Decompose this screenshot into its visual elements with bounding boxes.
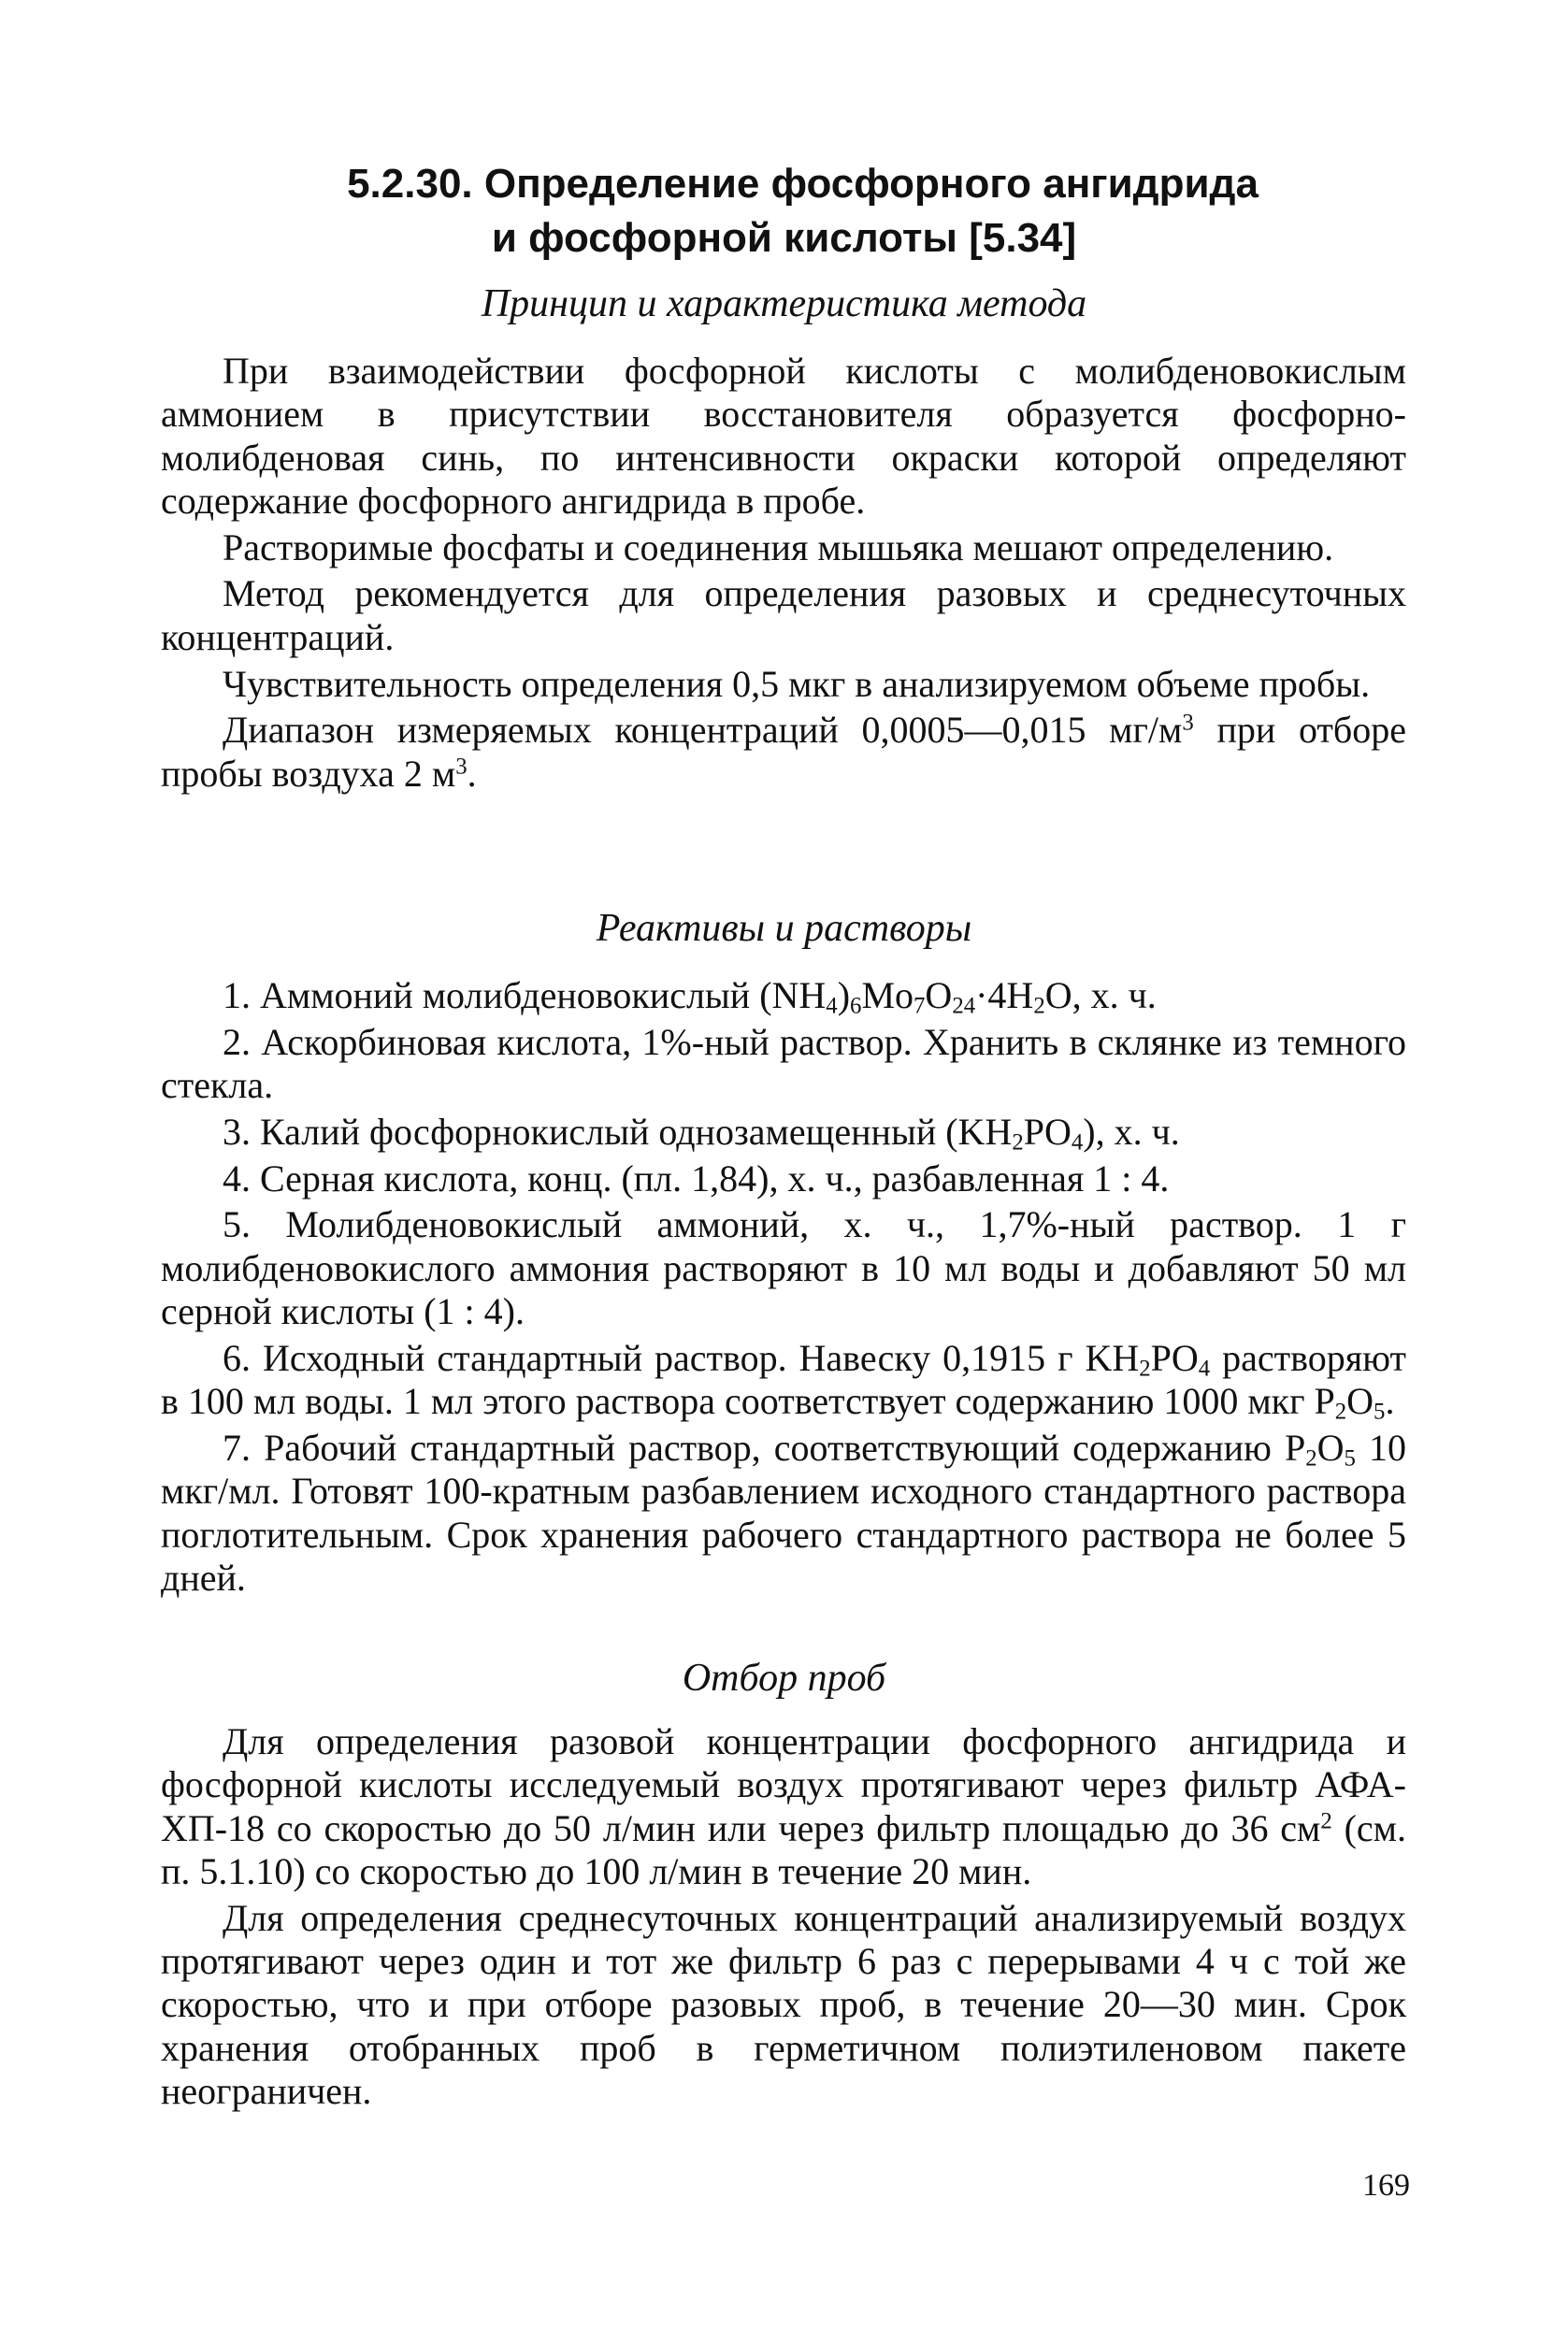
subheading-reagents: Реактивы и растворы <box>596 907 972 950</box>
subheading-principle: Принцип и характеристика метода <box>481 282 1087 325</box>
paragraph: Для определения разовой концентрации фосфорного ангидрида и фосфорной кислоты исследуемый воздух протягивают через фильтр АФА-ХП-18 со скоростью до 50 л/мин или через фильтр площадью до 36 $см^2$ (см. п. 5.1.10) со скоростью до 100 л/мин в течение 20 мин. <box>161 1720 1406 1892</box>
reagents-list <box>161 974 1406 1603</box>
heading-line-1: 5.2.30. Определение фосфорного ангидрида <box>347 161 1259 207</box>
list-item: 3. Калий фосфорнокислый однозамещенный $(KH_2PO_4)$, х. ч. <box>223 1110 1180 1156</box>
subheading-sampling: Отбор проб <box>682 1657 886 1700</box>
list-item: 4. Серная кислота, конц. (пл. 1,84), х. ч., разбавленная 1 : 4. <box>223 1157 1170 1200</box>
list-item: 6. Исходный стандартный раствор. Навеску 0,1915 г $KH_2PO_4$ растворяют в 100 мл воды. 1 мл этого раствора соответствует содержанию 1000 мкг $P_2O_5$. <box>161 1336 1406 1425</box>
list-item: 5. Молибденовокислый аммоний, х. ч., 1,7%-ный раствор. 1 г молибденовокислого аммония растворяют в 10 мл воды и добавляют 50 мл серной кислоты (1 : 4). <box>161 1203 1406 1333</box>
paragraph: Диапазон измеряемых концентраций 0,0005—0,015 $мг/м^3$ при отборе пробы воздуха 2 $м^3$. <box>161 709 1407 795</box>
sampling-text <box>161 1720 1406 2117</box>
list-item: 7. Рабочий стандартный раствор, соответствующий содержанию $P_2O_5$ 10 мкг/мл. Готовят 100-кратным разбавлением исходного стандартного раствора поглотительным. Срок хранения рабочего стандартного раствора не более 5 дней. <box>161 1426 1406 1599</box>
paragraph: Чувствительность определения 0,5 мкг в анализируемом объеме пробы. <box>223 662 1371 705</box>
page-number: 169 <box>1362 2168 1410 2203</box>
paragraph: При взаимодействии фосфорной кислоты с молибденовокислым аммонием в присутствии восстановителя образуется фосфорно-молибденовая синь, по интенсивности окраски которой определяют содержание фосфорного ангидрида в пробе. <box>161 350 1406 522</box>
principle-text <box>161 350 1406 798</box>
list-item: 1. Аммоний молибденовокислый $(NH_4)_6Mo_7O_{24}\cdot 4H_2O$, х. ч. <box>223 974 1157 1019</box>
paragraph: Растворимые фосфаты и соединения мышьяка мешают определению. <box>223 525 1334 568</box>
list-item: 2. Аскорбиновая кислота, 1%-ный раствор. Хранить в склянке из темного стекла. <box>161 1020 1406 1107</box>
paragraph: Для определения среднесуточных концентраций анализируемый воздух протягивают через один и тот же фильтр 6 раз с перерывами 4 ч с той же скоростью, что и при отборе разовых проб, в течение 20—30 мин. Срок хранения отобранных проб в герметичном полиэтиленовом пакете неограничен. <box>161 1896 1406 2112</box>
heading-line-2: и фосфорной кислоты [5.34] <box>491 215 1077 261</box>
paragraph: Метод рекомендуется для определения разовых и среднесуточных концентраций. <box>161 572 1406 658</box>
section-heading <box>0 157 1568 266</box>
